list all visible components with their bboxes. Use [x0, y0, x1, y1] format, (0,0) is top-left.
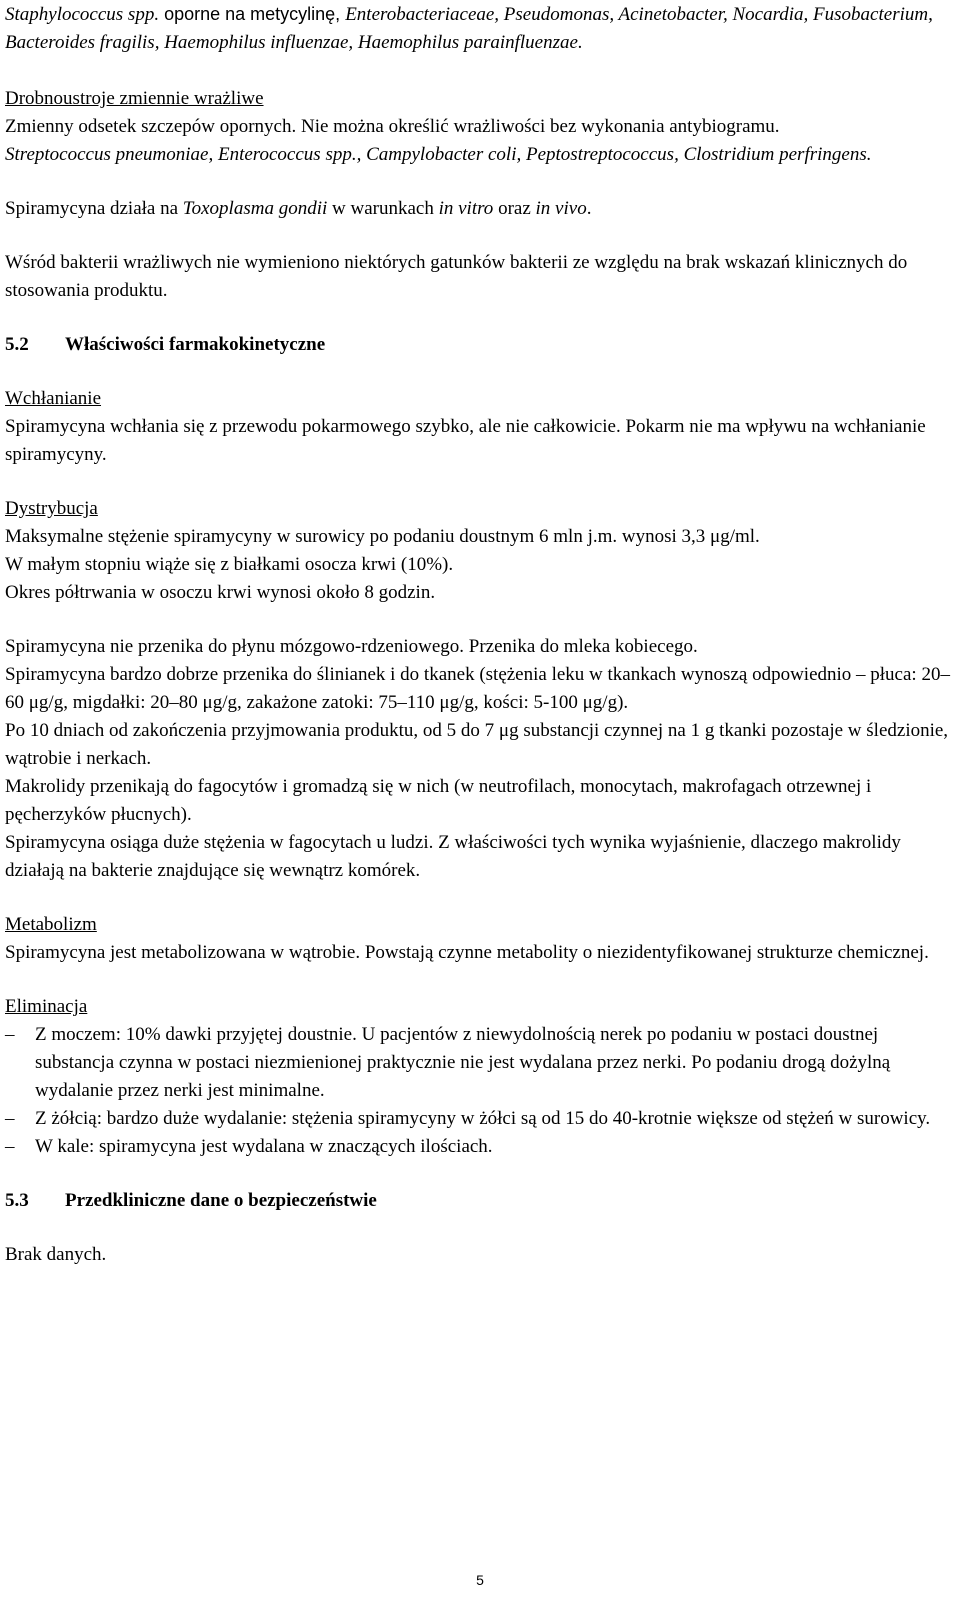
- distribution-line-6: Po 10 dniach od zakończenia przyjmowania produktu, od 5 do 7 μg substancji czynnej na 1 g tkanki pozostaje w śledzionie, wątrobie i nerkach.: [5, 720, 949, 769]
- distribution-line-3: Okres półtrwania w osoczu krwi wynosi około 8 godzin.: [5, 582, 436, 603]
- variable-species-a: Streptococcus pneumoniae, Enterococcus spp.: [5, 144, 357, 165]
- list-item: – Z żółcią: bardzo duże wydalanie: stężenia spiramycyny w żółci są od 15 do 40-krotnie większe od stężeń w surowicy.: [5, 1105, 950, 1133]
- intro-paragraph: [5, 0, 950, 57]
- distribution-line-5: Spiramycyna bardzo dobrze przenika do ślinianek i do tkanek (stężenia leku w tkankach wynoszą odpowiednio – płuca: 20–60 μg/g, migdałki: 20–80 μg/g, zakażone zatoki: 75–110 μg/g, kości: 5-100 μg/g).: [5, 664, 950, 713]
- metabolism-heading: Metabolizm: [5, 914, 97, 935]
- metabolism-text: Spiramycyna jest metabolizowana w wątrobie. Powstają czynne metabolity o niezidentyfikowanej strukturze chemicznej.: [5, 942, 929, 963]
- section-5-2-number: 5.2: [5, 334, 29, 355]
- toxo-d: in vitro: [438, 198, 494, 219]
- elimination-heading: Eliminacja: [5, 996, 88, 1017]
- distribution-line-4: Spiramycyna nie przenika do płynu mózgowo-rdzeniowego. Przenika do mleka kobiecego.: [5, 636, 698, 657]
- distribution-line-7: Makrolidy przenikają do fagocytów i gromadzą się w nich (w neutrofilach, monocytach, makrofagach otrzewnej i pęcherzyków płucnych).: [5, 776, 872, 825]
- toxo-b: Toxoplasma gondii: [182, 198, 328, 219]
- list-item: – W kale: spiramycyna jest wydalana w znaczących ilościach.: [5, 1133, 950, 1161]
- absorption-heading: Wchłanianie: [5, 388, 102, 409]
- section-5-2-title: Właściwości farmakokinetyczne: [65, 334, 326, 355]
- toxo-c: w warunkach: [327, 198, 439, 219]
- section-5-2-heading: [5, 331, 950, 359]
- toxoplasma-paragraph: [5, 195, 950, 223]
- section-5-3-title: Przedkliniczne dane o bezpieczeństwie: [65, 1190, 377, 1211]
- section-5-3-heading: [5, 1187, 950, 1215]
- toxo-e: oraz: [493, 198, 536, 219]
- distribution-line-2: W małym stopniu wiąże się z białkami osocza krwi (10%).: [5, 554, 454, 575]
- absorption-text: Spiramycyna wchłania się z przewodu pokarmowego szybko, ale nie całkowicie. Pokarm nie ma wpływu na wchłanianie spiramycyny.: [5, 416, 926, 465]
- toxo-a: Spiramycyna działa na: [5, 198, 183, 219]
- variable-heading: Drobnoustroje zmiennie wrażliwe: [5, 88, 264, 109]
- intro-text: oporne na metycylinę,: [159, 4, 346, 24]
- toxo-f: in vivo: [535, 198, 587, 219]
- distribution-line-8: Spiramycyna osiąga duże stężenia w fagocytach u ludzi. Z właściwości tych wynika wyjaśnienie, dlaczego makrolidy działają na bakterie znajdujące się wewnątrz komórek.: [5, 832, 901, 881]
- note-paragraph: Wśród bakterii wrażliwych nie wymieniono niektórych gatunków bakterii ze względu na brak wskazań klinicznych do stosowania produktu.: [5, 252, 908, 301]
- intro-italic-1: Staphylococcus spp.: [5, 4, 160, 25]
- document-page: [5, 0, 950, 1269]
- variable-species-b: , Campylobacter coli, Peptostreptococcus, Clostridium perfringens.: [356, 144, 872, 165]
- variable-text: Zmienny odsetek szczepów opornych. Nie można określić wrażliwości bez wykonania antybiogramu.: [5, 116, 780, 137]
- section-5-3-text: Brak danych.: [5, 1244, 107, 1265]
- distribution-line-1: Maksymalne stężenie spiramycyny w surowicy po podaniu doustnym 6 mln j.m. wynosi 3,3 μg/ml.: [5, 526, 760, 547]
- page-number: 5: [476, 1572, 484, 1588]
- distribution-heading: Dystrybucja: [5, 498, 98, 519]
- intro-italic-2: Enterobacteriaceae, Pseudomonas, Acinetobacter, Nocardia, Fusobacterium, Bacteroides fragilis, Haemophilus influenzae, Haemophilus parainfluenzae.: [5, 4, 933, 53]
- elimination-list: [5, 1021, 950, 1161]
- section-5-3-number: 5.3: [5, 1190, 29, 1211]
- variable-species: [5, 141, 950, 169]
- list-item: – Z moczem: 10% dawki przyjętej doustnie. U pacjentów z niewydolnością nerek po podaniu w postaci doustnej substancja czynna w postaci niezmienionej praktycznie nie jest wydalana przez nerki. Po podaniu drogą dożylną wydalanie przez nerki jest minimalne.: [5, 1021, 950, 1105]
- toxo-g: .: [586, 198, 592, 219]
